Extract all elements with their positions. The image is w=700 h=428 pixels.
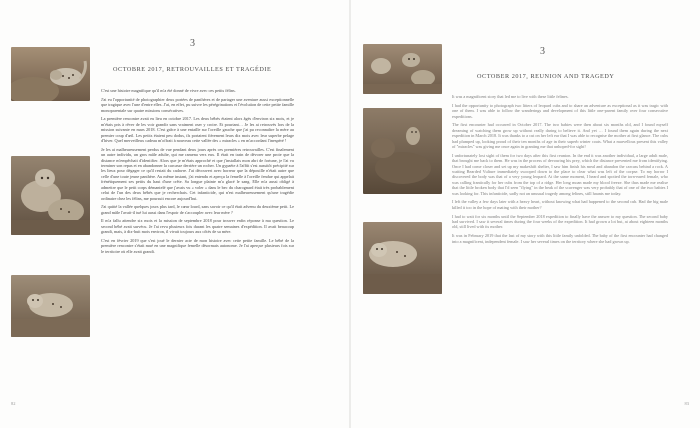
paragraph: I had to wait for six months until the September 2018 expedition to finally have the answer to my question. The second baby had survived. I saw it several times during the four weeks of the expedition. It had grown a lot but, at about eighteen months old, still lived with its mother.	[452, 213, 668, 230]
body-text-english	[452, 94, 668, 247]
chapter-title-english: OCTOBER 2017, REUNION AND TRAGEDY	[477, 73, 615, 80]
paragraph: Je les ai malheureusement perdus de vue pendant deux jours après ces premières retrouvailles. C'est finalement un autre individu, un gros mâle adulte, qui me ramena vers eux. Il était en train de dévorer une proie que la distance m'empêchait d'identifier. Alors que je m'étais approché et que j'installais mon abri de fortune, je l'ai vu terminer son repas et en abandonner la carcasse derrière un rocher. Un gypaète à l'affût s'est aussitôt précipité sur les lieux pour dégager ce qu'il restait du cadavre. J'ai découvert avec horreur que la dépouille n'était autre que celle d'une toute jeune panthère. Au même instant, j'ai entendu et aperçu la femelle à l'oreille fendue qui appelait frénétiquement ses petits du haut d'une crête. Sa longue plainte m'a glacé le sang. Elle m'a aussi obligé à admettre que le petit corps démantelé que j'avais vu « voler » dans le bec du charognard était très probablement celui de l'un des deux bébés que je recherchais. Cet infanticide, qui n'est malheureusement qu'une tragédie ordinaire chez les félins, me poursuit encore aujourd'hui.	[101, 146, 294, 201]
chapter-title-french: OCTOBRE 2017, RETROUVAILLES ET TRAGÉDIE	[113, 66, 272, 73]
chapter-number-left: 3	[190, 38, 195, 49]
leopard-photo-top-left	[11, 47, 90, 101]
paragraph: I unfortunately lost sight of them for two days after this first reunion. In the end it was another individual, a large adult male, that brought me back to them. He was in the process of devouring his prey, which the distance prevented me from identifying. Once I had come closer and set up my makeshift shelter, I saw him finish his meal and abandon the carcass behind a rock. A waiting Bearded Vulture immediately swooped down to the place to clear what was left of the corpse. To my horror I discovered the body was that of a very young leopard. At the same moment, I heard and spotted the torn-eared female, who was calling frantically for her cubs from the top of a ridge. Her long moan made my blood freeze. She thus made me realise that the little broken body that I'd seen "flying" in the beak of the scavenger was very probably that of one of the two babies I was looking for. This infanticide, sadly not an unusual tragedy among felines, still haunts me today.	[452, 152, 668, 196]
paragraph: It was a magnificent story that led me to live with these little felines.	[452, 94, 569, 99]
paragraph: C'est une histoire magnifique qu'il m'a été donné de vivre avec ces petits félins.	[101, 88, 236, 93]
paragraph: J'ai quitté la vallée quelques jours plus tard, le cœur lourd, sans savoir ce qu'il était advenu du deuxième petit. Le grand mâle l'avait-il tué lui aussi dans l'espoir de s'accoupler avec leur mère ?	[101, 204, 294, 215]
folio-right: 83	[684, 401, 689, 406]
leopard-photo-middle-left	[11, 156, 90, 235]
leopard-photo-middle-right	[363, 108, 442, 194]
paragraph: C'est en février 2019 que s'est joué le dernier acte de mon histoire avec cette petite famille. Le bébé de la première rencontre s'était mué en une magnifique femelle désormais autonome. Je l'ai aperçue plusieurs fois sur le territoire où elle avait grandi.	[101, 238, 294, 254]
paragraph: I had the opportunity to photograph two litters of leopard cubs and to share an adventure as exceptional as it was tragic with one of them. I was able to follow the wanderings and development of this little one-parent family over four consecutive expeditions.	[452, 102, 668, 119]
left-page	[0, 0, 349, 428]
paragraph: I left the valley a few days later with a heavy heart, without knowing what had happened to the second cub. Had the big male killed it too in the hope of mating with their mother?	[452, 199, 668, 210]
right-page	[351, 0, 700, 428]
paragraph: La première rencontre avait eu lieu en octobre 2017. Les deux bébés étaient alors âgés d'environ six mois, et je m'étais pris à rêver de les voir grandir sans vraiment oser y croire. Et pourtant… Je les ai retrouvés lors de la mission suivante en mars 2018. C'est grâce à une entaille sur l'oreille gauche que j'ai pu reconnaître la mère au premier coup d'œil. Les petits étaient peu dodus, ils portaient fièrement leurs dix mois avec leur superbe pelage d'hiver. Quel merveilleux cadeau m'offrait à nouveau cette vallée des « miracles » en m'accordant l'inespéré !	[101, 116, 294, 143]
leopard-photo-bottom-left	[11, 275, 90, 337]
paragraph: It was in February 2019 that the last of my story with this little family unfolded. The baby of the first encounter had changed into a magnificent, independent female. I saw her several times on the territory where she had grown up.	[452, 233, 668, 244]
paragraph: The first encounter had occurred in October 2017. The two babies were then about six months old, and I found myself dreaming of watching them grow up without really daring to believe it. And yet … I found them again during the next expedition in March 2018. It was thanks to a cut on her left ear that I was able to recognise the mother at first glance. The cubs had plumped up, looking proud of their ten months of age in their superb winter coats. What a marvellous present this valley of "miracles" was giving me once again in granting me that unhoped-for sight!	[452, 122, 668, 149]
paragraph: J'ai eu l'opportunité de photographier deux portées de panthères et de partager une aventure aussi exceptionnelle que tragique avec l'une d'entre elles. J'ai, en effet, pu suivre les pérégrinations et l'évolution de cette petite famille monoparentale sur quatre missions consécutives.	[101, 96, 294, 113]
paragraph: Il m'a fallu attendre six mois et la mission de septembre 2018 pour trouver enfin réponse à ma question. Le second bébé avait survécu. Je l'ai revu plusieurs fois durant les quatre semaines d'expédition. Il avait beaucoup grandi, mais, à dix-huit mois environ, il vivait toujours aux côtés de sa mère.	[101, 218, 294, 235]
leopard-photo-bottom-right	[363, 222, 442, 294]
leopard-photo-top-right	[363, 44, 442, 94]
folio-left: 82	[11, 401, 16, 406]
chapter-number-right: 3	[540, 46, 545, 57]
body-text-french	[101, 88, 294, 258]
